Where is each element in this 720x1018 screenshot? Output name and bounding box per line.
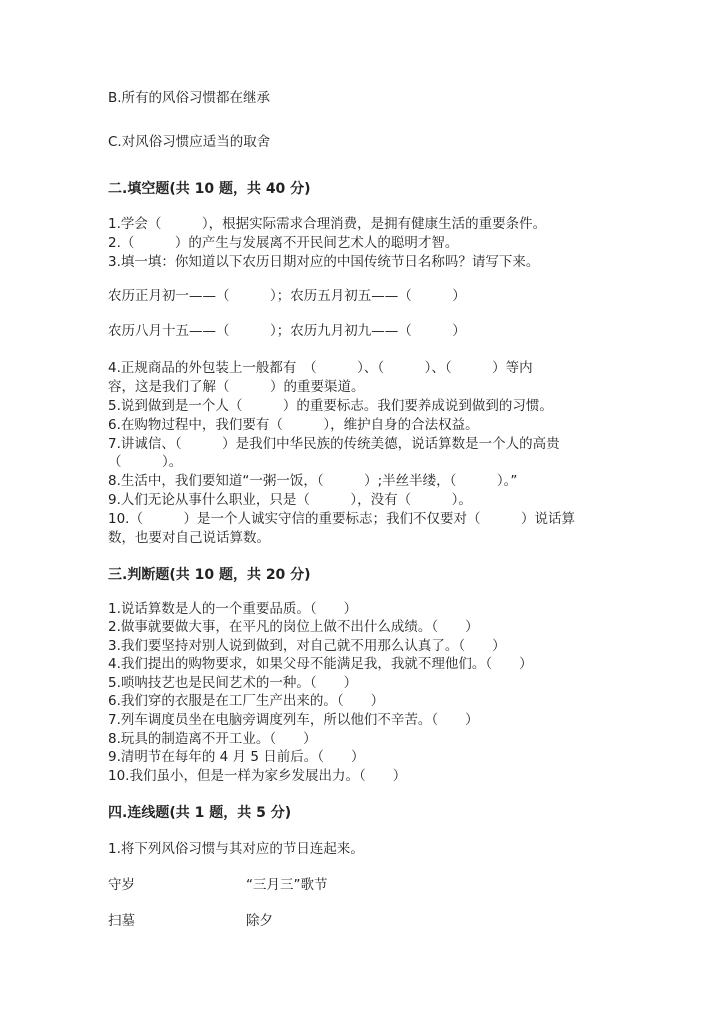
option-b: B.所有的风俗习惯都在继承 [108, 90, 271, 106]
fill-q7-line2: （ ）。 [108, 454, 183, 470]
section-2-title: 二.填空题(共 10 题，共 40 分) [108, 181, 311, 197]
section-3-title: 三.判断题(共 10 题，共 20 分) [108, 567, 311, 583]
judge-item: 3.我们要坚持对别人说到做到，对自己就不用那么认真了。（ ） [108, 638, 506, 654]
match-left-2: 扫墓 [108, 913, 135, 929]
judge-item: 1.说话算数是人的一个重要品质。（ ） [108, 601, 358, 617]
fill-q1: 1.学会（ ），根据实际需求合理消费，是拥有健康生活的重要条件。 [108, 216, 547, 232]
judge-item: 7.列车调度员坐在电脑旁调度列车，所以他们不辛苦。（ ） [108, 712, 479, 728]
fill-q8: 8.生活中，我们要知道“一粥一饭，（ ）;半丝半缕，（ ）。” [108, 473, 518, 489]
fill-q3-row2: 农历八月十五——（ ）；农历九月初九——（ ） [108, 323, 466, 339]
option-c: C.对风俗习惯应适当的取舍 [108, 134, 271, 150]
fill-q6: 6.在购物过程中，我们要有（ ），维护自身的合法权益。 [108, 417, 479, 433]
fill-q7-line1: 7.讲诚信、（ ）是我们中华民族的传统美德，说话算数是一个人的高贵 [108, 436, 560, 452]
fill-q2: 2.（ ）的产生与发展离不开民间艺术人的聪明才智。 [108, 235, 459, 251]
fill-q10-line2: 数，也要对自己说话算数。 [108, 530, 270, 546]
fill-q4-line2: 容，这是我们了解（ ）的重要渠道。 [108, 379, 365, 395]
match-right-1: “三月三”歌节 [246, 877, 328, 893]
judge-item: 10.我们虽小，但是一样为家乡发展出力。（ ） [108, 768, 407, 784]
judge-item: 6.我们穿的衣服是在工厂生产出来的。（ ） [108, 693, 385, 709]
fill-q9: 9.人们无论从事什么职业，只是（ ），没有（ ）。 [108, 492, 472, 508]
fill-q4-line1: 4.正规商品的外包装上一般都有 （ ）、（ ）、（ ）等内 [108, 360, 533, 376]
section-4-title: 四.连线题(共 1 题，共 5 分) [108, 805, 292, 821]
judge-item: 8.玩具的制造离不开工业。（ ） [108, 731, 317, 747]
fill-q3: 3.填一填：你知道以下农历日期对应的中国传统节日名称吗？请写下来。 [108, 254, 540, 270]
fill-q5: 5.说到做到是一个人（ ）的重要标志。我们要养成说到做到的习惯。 [108, 398, 553, 414]
judge-item: 5.唢呐技艺也是民间艺术的一种。（ ） [108, 675, 358, 691]
judge-item: 4.我们提出的购物要求，如果父母不能满足我，我就不理他们。（ ） [108, 656, 533, 672]
judge-item: 2.做事就要做大事，在平凡的岗位上做不出什么成绩。（ ） [108, 619, 479, 635]
match-right-2: 除夕 [246, 913, 273, 929]
fill-q3-row1: 农历正月初一——（ ）；农历五月初五——（ ） [108, 288, 466, 304]
fill-q10-line1: 10.（ ）是一个人诚实守信的重要标志；我们不仅要对（ ）说话算 [108, 511, 575, 527]
judge-item: 9.清明节在每年的 4 月 5 日前后。（ ） [108, 749, 365, 765]
match-left-1: 守岁 [108, 877, 135, 893]
match-q1: 1.将下列风俗习惯与其对应的节日连起来。 [108, 841, 364, 857]
